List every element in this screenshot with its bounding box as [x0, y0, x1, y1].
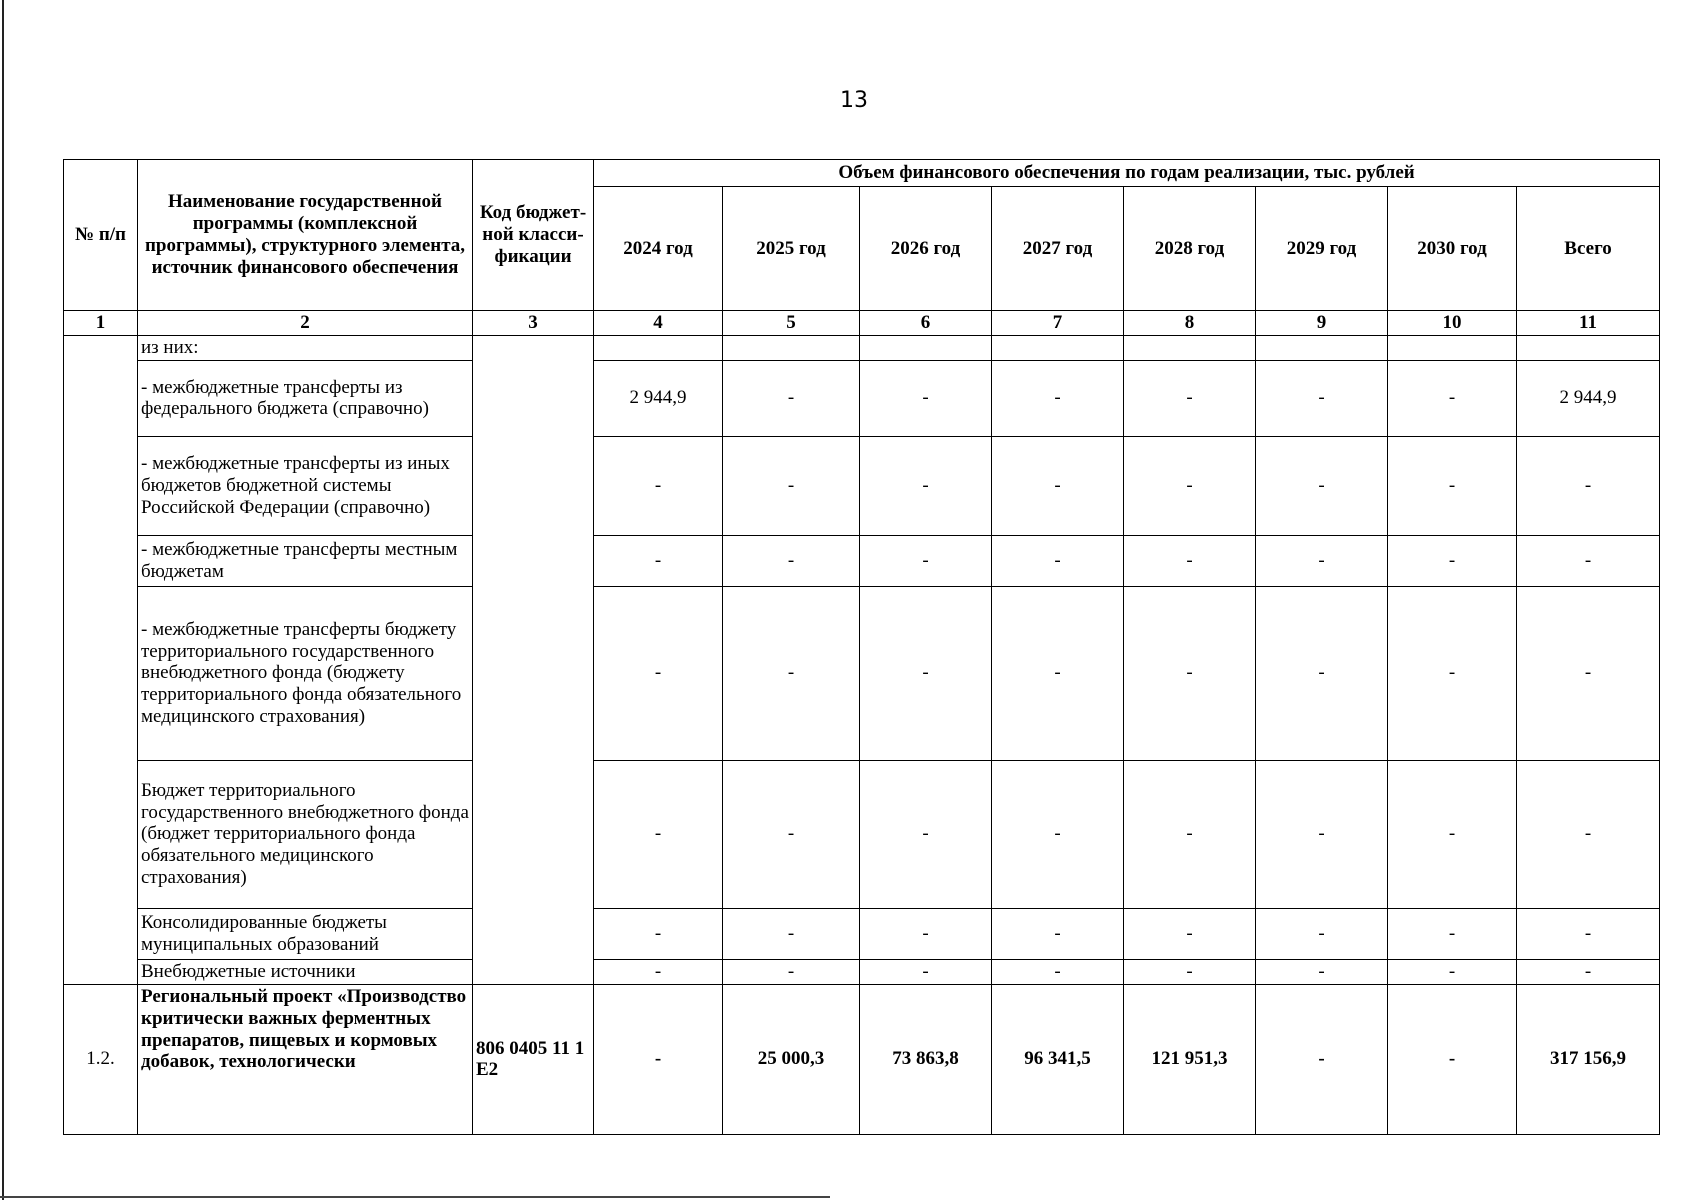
header-total: Всего [1517, 187, 1660, 311]
cell-value: - [1388, 984, 1517, 1134]
cell-value: - [594, 984, 723, 1134]
cell-value: - [860, 586, 992, 760]
cell-value: - [1256, 908, 1388, 959]
cell-value [1517, 336, 1660, 361]
table-row [64, 360, 1660, 436]
row-name: - межбюджетные трансферты из иных бюджетов бюджетной системы Российской Федерации (справочно) [138, 436, 473, 535]
table-row [64, 586, 1660, 760]
cell-value: - [1256, 436, 1388, 535]
cell-value: - [1124, 908, 1256, 959]
cell-value: - [723, 436, 860, 535]
header-year: 2029 год [1256, 187, 1388, 311]
cell-value [1388, 336, 1517, 361]
empty-number-cell [64, 336, 138, 985]
project-row [64, 984, 1660, 1134]
column-number: 2 [138, 311, 473, 336]
cell-value: - [723, 535, 860, 586]
cell-value: - [992, 360, 1124, 436]
cell-value [992, 336, 1124, 361]
table-row [64, 908, 1660, 959]
cell-value: - [860, 959, 992, 984]
cell-value: - [1517, 959, 1660, 984]
header-name: Наименование государственной программы (комплексной программы), структурного элемента, источник финансового обеспечения [138, 160, 473, 311]
cell-value: - [1517, 908, 1660, 959]
cell-value: - [1388, 360, 1517, 436]
cell-value: - [1517, 436, 1660, 535]
financing-table [63, 159, 1660, 1135]
cell-value: - [860, 436, 992, 535]
column-number: 9 [1256, 311, 1388, 336]
cell-value: - [860, 760, 992, 908]
header-year: 2026 год [860, 187, 992, 311]
cell-value: - [1256, 984, 1388, 1134]
cell-value: - [723, 959, 860, 984]
cell-value [1124, 336, 1256, 361]
project-code: 806 0405 11 1 E2 [473, 984, 594, 1134]
cell-value: - [992, 436, 1124, 535]
cell-value: - [1124, 360, 1256, 436]
column-number: 11 [1517, 311, 1660, 336]
cell-value: - [1256, 535, 1388, 586]
cell-value: - [594, 586, 723, 760]
empty-code-cell [473, 336, 594, 985]
cell-value: - [1124, 436, 1256, 535]
cell-value: - [723, 360, 860, 436]
column-number: 7 [992, 311, 1124, 336]
table-row [64, 760, 1660, 908]
column-number: 6 [860, 311, 992, 336]
row-name: Бюджет территориального государственного внебюджетного фонда (бюджет территориального фонда обязательного медицинского страхования) [138, 760, 473, 908]
cell-value: - [1124, 586, 1256, 760]
header-year: 2030 год [1388, 187, 1517, 311]
row-name: из них: [138, 336, 473, 361]
column-number: 8 [1124, 311, 1256, 336]
cell-value: - [860, 535, 992, 586]
row-name: Консолидированные бюджеты муниципальных образований [138, 908, 473, 959]
cell-value: - [860, 908, 992, 959]
cell-value: - [594, 908, 723, 959]
cell-value: - [860, 360, 992, 436]
cell-value: - [1256, 959, 1388, 984]
column-number-row [64, 311, 1660, 336]
cell-value: 73 863,8 [860, 984, 992, 1134]
row-name: Внебюджетные источники [138, 959, 473, 984]
table-row [64, 336, 1660, 361]
column-number: 10 [1388, 311, 1517, 336]
cell-value [594, 336, 723, 361]
cell-value: - [723, 586, 860, 760]
table-row [64, 959, 1660, 984]
cell-value: - [1256, 586, 1388, 760]
row-name: - межбюджетные трансферты бюджету территориального государственного внебюджетного фонда (бюджету территориального фонда обязательного медицинского страхования) [138, 586, 473, 760]
cell-value: - [992, 908, 1124, 959]
page-number: 13 [840, 88, 868, 113]
cell-value: - [1124, 760, 1256, 908]
cell-value: 96 341,5 [992, 984, 1124, 1134]
column-number: 5 [723, 311, 860, 336]
cell-value: - [1517, 586, 1660, 760]
page-left-edge [2, 0, 4, 1200]
cell-value: - [1517, 760, 1660, 908]
header-year: 2024 год [594, 187, 723, 311]
cell-value: - [594, 760, 723, 908]
header-code: Код бюджет-ной класси-фикации [473, 160, 594, 311]
cell-value: - [594, 535, 723, 586]
cell-value: - [723, 760, 860, 908]
cell-value: - [594, 436, 723, 535]
column-number: 1 [64, 311, 138, 336]
cell-value: - [1388, 908, 1517, 959]
cell-value: 25 000,3 [723, 984, 860, 1134]
row-name: - межбюджетные трансферты из федерального бюджета (справочно) [138, 360, 473, 436]
cell-value: - [1388, 535, 1517, 586]
cell-value: - [1388, 760, 1517, 908]
cell-value: - [1124, 959, 1256, 984]
cell-value: - [594, 959, 723, 984]
project-name: Региональный проект «Производство критически важных ферментных препаратов, пищевых и кормовых добавок, технологически [138, 984, 473, 1134]
cell-value [723, 336, 860, 361]
column-number: 3 [473, 311, 594, 336]
header-year: 2027 год [992, 187, 1124, 311]
header-number: № п/п [64, 160, 138, 311]
cell-value: 2 944,9 [594, 360, 723, 436]
table-row [64, 535, 1660, 586]
table-row [64, 436, 1660, 535]
project-index: 1.2. [64, 984, 138, 1134]
cell-value: 121 951,3 [1124, 984, 1256, 1134]
cell-value: - [723, 908, 860, 959]
header-year: 2028 год [1124, 187, 1256, 311]
cell-value [860, 336, 992, 361]
cell-value: - [1517, 535, 1660, 586]
header-volume-title: Объем финансового обеспечения по годам реализации, тыс. рублей [594, 160, 1660, 187]
cell-value: - [992, 586, 1124, 760]
cell-value [1256, 336, 1388, 361]
cell-value: - [1256, 360, 1388, 436]
column-number: 4 [594, 311, 723, 336]
cell-value: - [1388, 959, 1517, 984]
cell-value: - [1256, 760, 1388, 908]
cell-value: - [1388, 436, 1517, 535]
header-year: 2025 год [723, 187, 860, 311]
cell-value: - [992, 535, 1124, 586]
row-name: - межбюджетные трансферты местным бюджетам [138, 535, 473, 586]
cell-value: - [992, 959, 1124, 984]
cell-value: - [992, 760, 1124, 908]
bottom-scan-line [0, 1196, 830, 1198]
cell-value: 2 944,9 [1517, 360, 1660, 436]
cell-value: - [1124, 535, 1256, 586]
cell-value: - [1388, 586, 1517, 760]
cell-value: 317 156,9 [1517, 984, 1660, 1134]
